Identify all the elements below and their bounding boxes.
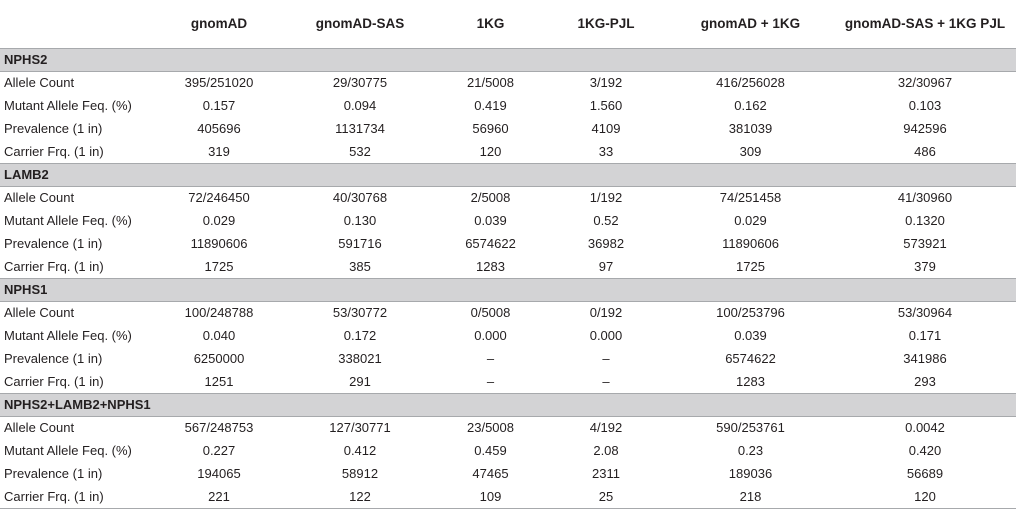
table-cell: 341986 (903, 351, 947, 366)
table-cell: 0.227 (202, 443, 236, 458)
table-cell: 11890606 (722, 236, 779, 251)
table-cell: 0.1320 (905, 213, 945, 228)
table-cell: 41/30960 (897, 190, 953, 206)
table-body (0, 48, 1016, 508)
table-cell: 74/251458 (719, 190, 782, 206)
table-cell: 120 (479, 143, 502, 159)
row-label: Allele Count (4, 190, 75, 206)
table-row (0, 301, 1016, 324)
table-cell: 2/5008 (470, 190, 511, 206)
table-cell: 309 (739, 143, 762, 159)
table-cell: 194065 (197, 466, 241, 481)
table-cell: 379 (914, 258, 936, 274)
table-cell: 29/30775 (332, 75, 388, 91)
table-cell: 127/30771 (329, 420, 391, 436)
table-cell: 1725 (736, 258, 765, 274)
column-header-gnomad-sas-plus-1kg-pjl: gnomAD-SAS + 1KG PJL (834, 0, 1016, 48)
table-cell: 1.560 (589, 98, 623, 113)
table-cell: 1283 (736, 373, 765, 389)
table-cell: 591716 (338, 236, 382, 251)
table-cell: 47465 (472, 466, 509, 481)
header-corner (0, 0, 154, 48)
table-cell: 56689 (906, 466, 944, 481)
table-cell: 0.162 (734, 98, 767, 113)
table-cell: 0.103 (908, 98, 942, 113)
row-label: Prevalence (1 in) (4, 236, 103, 251)
table-cell: 0.23 (737, 443, 764, 458)
table-cell: 291 (349, 373, 371, 389)
table-cell: 122 (284, 485, 436, 508)
column-header-1kg-pjl: 1KG-PJL (545, 0, 667, 48)
row-label: Allele Count (4, 75, 75, 91)
table-cell: 486 (914, 143, 936, 159)
table-cell: 0.172 (343, 328, 377, 343)
table-cell: 189036 (728, 466, 773, 481)
table-cell: 53/30964 (897, 305, 953, 321)
table-cell: 72/246450 (188, 190, 250, 206)
table-cell: 0.0042 (905, 420, 945, 436)
table-cell: 0.029 (202, 213, 236, 228)
table-cell: 2.08 (593, 443, 619, 458)
table-cell: 338021 (338, 351, 382, 366)
row-label: Carrier Frq. (1 in) (0, 485, 154, 508)
table-cell: 21/5008 (467, 75, 514, 91)
table-cell: 120 (834, 485, 1016, 508)
table-cell: 56960 (472, 121, 509, 136)
table-cell: 109 (436, 485, 545, 508)
table-cell: 23/5008 (467, 420, 514, 436)
table-cell: 385 (349, 258, 371, 274)
table-cell: 6574622 (725, 351, 776, 366)
table-cell: 25 (545, 485, 667, 508)
row-label: Mutant Allele Feq. (%) (4, 213, 132, 228)
table-row (0, 255, 1016, 278)
table-cell: 0.040 (202, 328, 236, 343)
table-cell: 97 (598, 258, 614, 274)
table-row (0, 324, 1016, 347)
table-cell: 0.157 (202, 98, 236, 113)
table-row (0, 186, 1016, 209)
table-row (0, 71, 1016, 94)
table-cell: 3/192 (589, 75, 623, 91)
table-cell: 0.420 (908, 443, 942, 458)
row-label: Prevalence (1 in) (4, 351, 103, 366)
row-label: Allele Count (4, 420, 75, 436)
table-row (0, 370, 1016, 393)
table-cell: 405696 (197, 121, 241, 136)
table-cell: 416/256028 (716, 75, 785, 91)
section-header-nphs2 (0, 48, 1016, 71)
table-cell: 1251 (204, 373, 234, 389)
table-cell: – (602, 373, 610, 389)
table-cell: 942596 (903, 121, 947, 136)
table-cell: 532 (349, 143, 371, 159)
table-row (0, 117, 1016, 140)
row-label: Prevalence (1 in) (4, 466, 103, 481)
section-header-nphs2-lamb2-nphs1 (0, 393, 1016, 416)
table-cell: 218 (667, 485, 834, 508)
table-cell: 100/253796 (716, 305, 785, 321)
section-title: LAMB2 (0, 163, 1016, 186)
table-cell: 0.130 (343, 213, 377, 228)
table-cell: 0.029 (734, 213, 767, 228)
column-header-gnomad-sas: gnomAD-SAS (284, 0, 436, 48)
table-cell: 36982 (587, 236, 625, 251)
section-header-lamb2 (0, 163, 1016, 186)
table-row (0, 416, 1016, 439)
table-row (0, 439, 1016, 462)
table-cell: 32/30967 (897, 75, 953, 91)
column-header-gnomad: gnomAD (154, 0, 284, 48)
row-label: Mutant Allele Feq. (%) (4, 98, 132, 113)
table-cell: 319 (208, 143, 230, 159)
row-label: Carrier Frq. (1 in) (4, 143, 104, 159)
table-cell: 1725 (204, 258, 234, 274)
row-label: Mutant Allele Feq. (%) (4, 443, 132, 458)
table-cell: 6574622 (465, 236, 516, 251)
section-title: NPHS2+LAMB2+NPHS1 (0, 393, 1016, 416)
table-cell: 6250000 (193, 351, 245, 366)
table-cell: 0.52 (593, 213, 619, 228)
table-cell: 4/192 (589, 420, 623, 436)
table-cell: 53/30772 (332, 305, 388, 321)
table-row (0, 140, 1016, 163)
table-cell: 2311 (592, 466, 620, 481)
table-cell: 221 (154, 485, 284, 508)
table-cell: 395/251020 (184, 75, 254, 91)
table-cell: 590/253761 (716, 420, 785, 436)
table-row (0, 209, 1016, 232)
table-cell: 40/30768 (332, 190, 388, 206)
table-cell: 293 (914, 373, 936, 389)
table-cell: 0.039 (474, 213, 507, 228)
table-cell: 0.171 (908, 328, 942, 343)
row-label: Allele Count (4, 305, 75, 321)
header-row (0, 0, 1016, 48)
row-label: Carrier Frq. (1 in) (4, 373, 104, 389)
table-cell: 1/192 (589, 190, 623, 206)
table-cell: 0.419 (474, 98, 507, 113)
table-cell: – (486, 373, 495, 389)
table-cell: 58912 (341, 466, 379, 481)
table-row (0, 94, 1016, 117)
row-label: Carrier Frq. (1 in) (4, 258, 104, 274)
table-cell: 0.039 (734, 328, 767, 343)
table-cell: – (602, 351, 610, 366)
table-cell: – (486, 351, 495, 366)
table-cell: 33 (598, 143, 614, 159)
table-row (0, 232, 1016, 255)
column-header-1kg: 1KG (436, 0, 545, 48)
table-cell: 0.459 (474, 443, 507, 458)
section-header-nphs1 (0, 278, 1016, 301)
table-cell: 381039 (728, 121, 773, 136)
table-cell: 0/5008 (470, 305, 511, 321)
table-cell: 0.000 (474, 328, 507, 343)
table-cell: 0.094 (343, 98, 377, 113)
table-row (0, 347, 1016, 370)
table-cell: 4109 (591, 121, 621, 136)
table-row (0, 462, 1016, 485)
section-title: NPHS1 (0, 278, 1016, 301)
table-cell: 1283 (476, 258, 505, 274)
table-cell: 0.000 (589, 328, 623, 343)
table-cell: 11890606 (190, 236, 248, 251)
table-cell: 567/248753 (184, 420, 254, 436)
table-cell: 100/248788 (184, 305, 254, 321)
table-cell: 0.412 (343, 443, 377, 458)
table-row (0, 485, 1016, 508)
table-cell: 573921 (903, 236, 947, 251)
column-header-gnomad-plus-1kg: gnomAD + 1KG (667, 0, 834, 48)
table-cell: 1131734 (335, 121, 385, 136)
row-label: Mutant Allele Feq. (%) (4, 328, 132, 343)
section-title: NPHS2 (0, 48, 1016, 71)
table-cell: 0/192 (589, 305, 623, 321)
row-label: Prevalence (1 in) (4, 121, 103, 136)
